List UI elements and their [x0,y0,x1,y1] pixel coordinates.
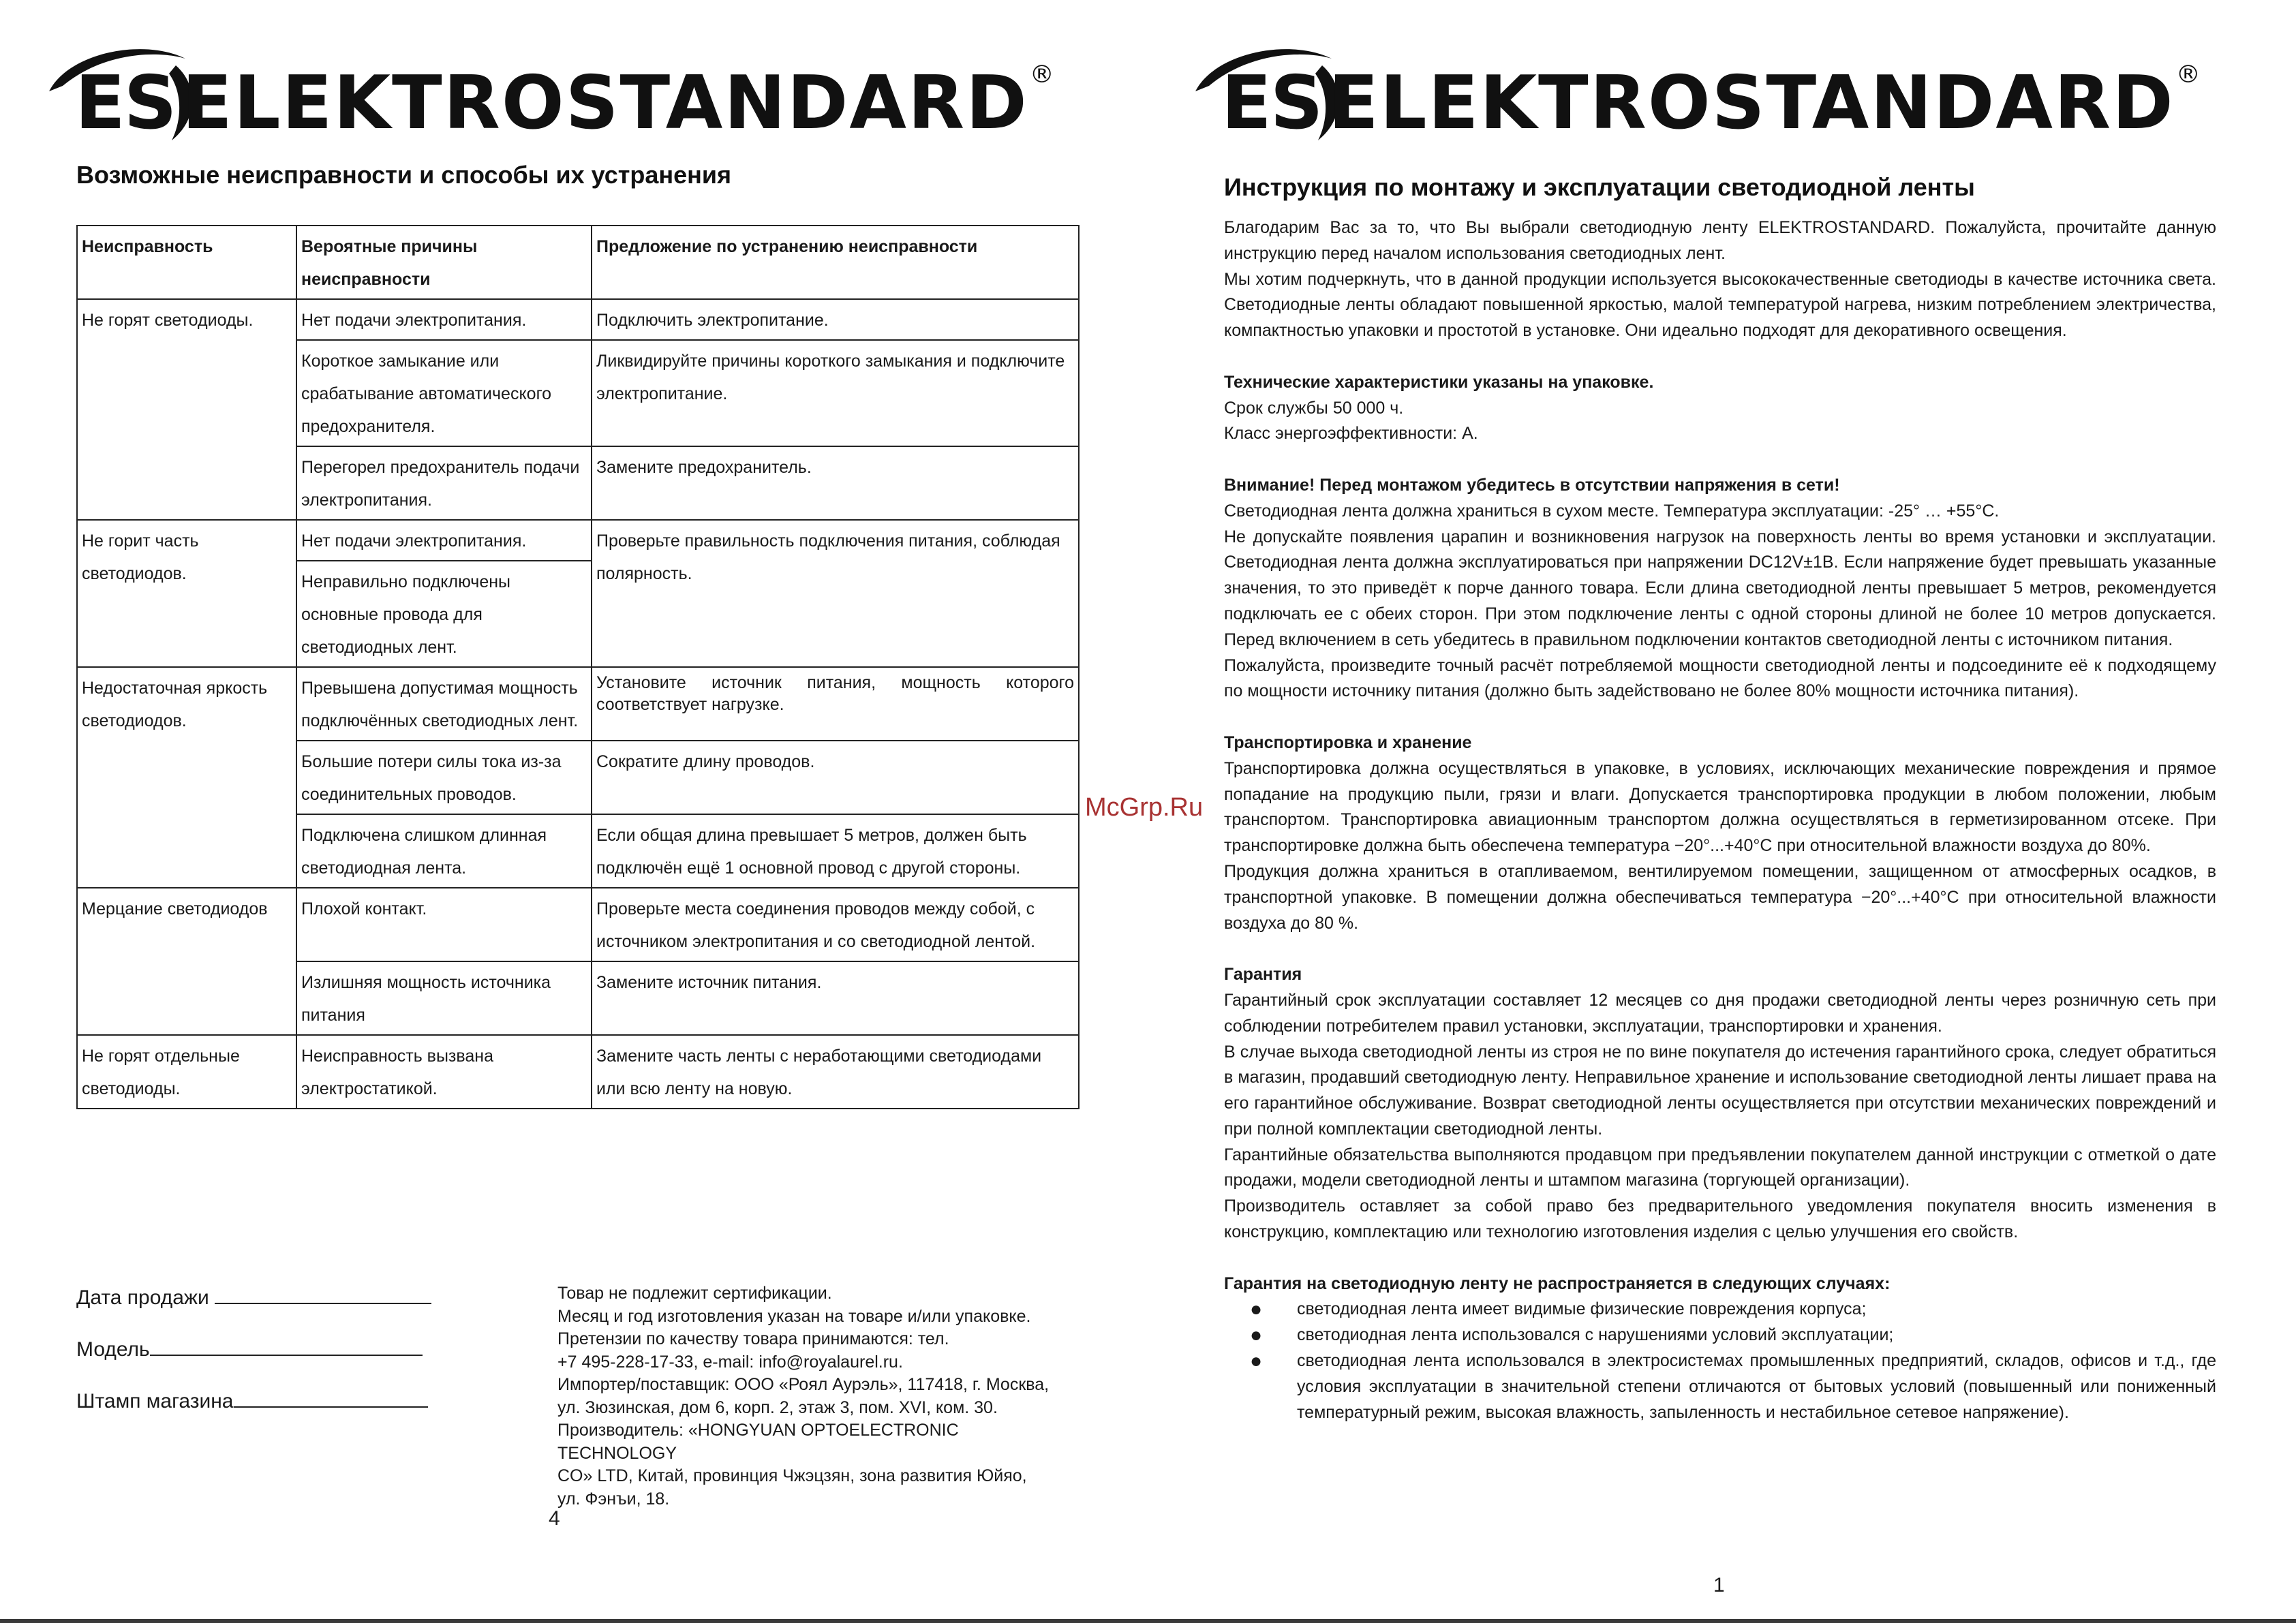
solution-cell: Проверьте места соединения проводов между собой, с источником электропитания и со светодиодной лентой. [592,888,1079,961]
stamp-label: Штамп магазина [76,1390,234,1412]
logo-initials: ES [75,61,176,146]
logo-wordmark: ELEKTROSTANDARD® [1328,61,2202,146]
bullet-icon: ● [1250,1324,1263,1347]
list-item: ● светодиодная лента использовался с нарушениями условий эксплуатации; [1224,1323,2216,1348]
tech-line: Срок службы 50 000 ч. [1224,398,1404,418]
sale-date-blank [215,1282,431,1304]
bullet-icon: ● [1250,1298,1263,1321]
cause-cell: Перегорел предохранитель подачи электропитания. [296,446,592,520]
table-row [77,299,1079,340]
info-line: CO» LTD, Китай, провинция Чжэцзян, зона развития Юйяо, [557,1466,1027,1485]
info-line: Производитель: «HONGYUAN OPTOELECTRONIC TECHNOLOGY [557,1421,959,1463]
info-line: Претензии по качеству товара принимаются: тел. [557,1329,949,1348]
cause-cell: Короткое замыкание или срабатывание автоматического предохранителя. [296,340,592,446]
solution-cell: Замените источник питания. [592,961,1079,1035]
solution-cell: Замените часть ленты с неработающими светодиодами или всю ленту на новую. [592,1035,1079,1109]
cause-cell: Нет подачи электропитания. [296,520,592,561]
exclusions-list [1224,1297,2216,1425]
info-line: ул. Зюзинская, дом 6, корп. 2, этаж 3, пом. XVI, ком. 30. [557,1397,998,1417]
stamp-blank [234,1386,428,1408]
troubleshooting-table [76,225,1080,1109]
solution-cell: Подключить электропитание. [592,299,1079,340]
warning-paragraph: Пожалуйста, произведите точный расчёт потребляемой мощности светодиодной ленты и подсоедините её к подходящему по мощности источнику питания (должно быть задействовано не более 80% мощности источника питания). [1224,655,2216,701]
page-number-left: 4 [549,1507,560,1530]
info-line: Месяц и год изготовления указан на товаре и/или упаковке. [557,1306,1031,1326]
table-row [77,1035,1079,1109]
solution-cell: Ликвидируйте причины короткого замыкания и подключите электропитание. [592,340,1079,446]
cause-cell: Неправильно подключены основные провода для светодиодных лент. [296,561,592,667]
registered-mark: ® [2175,61,2202,89]
solution-cell: Установите источник питания, мощность которого соответствует нагрузке. [592,667,1079,741]
cause-cell: Плохой контакт. [296,888,592,961]
warning-paragraph: Светодиодная лента должна храниться в сухом месте. Температура эксплуатации: -25° … +55°C. [1224,501,2000,521]
fault-cell: Недостаточная яркость светодиодов. [77,667,296,888]
tech-heading: Технические характеристики указаны на упаковке. [1224,372,1654,392]
table-row [77,520,1079,561]
watermark-text: McGrp.Ru [1085,793,1204,822]
header-fault: Неисправность [77,226,296,299]
list-item: ● светодиодная лента имеет видимые физические повреждения корпуса; [1224,1297,2216,1323]
sale-date-field [76,1282,431,1310]
cause-cell: Превышена допустимая мощность подключённых светодиодных лент. [296,667,592,741]
cause-cell: Неисправность вызвана электростатикой. [296,1035,592,1109]
solution-cell: Проверьте правильность подключения питания, соблюдая полярность. [592,520,1079,667]
list-item: ● светодиодная лента использовался в электросистемах промышленных предприятий, складов, офисов и т.д., где условия эксплуатации в значительной степени отличаются от бытовых условий (повышенный или пониженный температурный режим, высокая влажность, запыленность и нестабильное сетевое напряжение). [1250,1350,2216,1422]
header-solution: Предложение по устранению неисправности [592,226,1079,299]
exclusions-heading: Гарантия на светодиодную ленту не распространяется в следующих случаях: [1224,1273,1891,1293]
cause-cell: Излишняя мощность источника питания [296,961,592,1035]
transport-heading: Транспортировка и хранение [1224,732,1472,752]
table-row [77,667,1079,741]
warning-heading: Внимание! Перед монтажом убедитесь в отсутствии напряжения в сети! [1224,475,1840,495]
fault-cell: Не горят отдельные светодиоды. [77,1035,296,1109]
solution-cell: Замените предохранитель. [592,446,1079,520]
cause-cell: Подключена слишком длинная светодиодная лента. [296,814,592,888]
solution-cell: Если общая длина превышает 5 метров, должен быть подключён ещё 1 основной провод с другой стороны. [592,814,1079,888]
table-header-row [77,226,1079,299]
stamp-field [76,1386,428,1413]
table-row [77,888,1079,961]
header-cause: Вероятные причины неисправности [296,226,592,299]
logo-initials: ES [1221,61,1322,146]
cause-cell: Большие потери силы тока из-за соединительных проводов. [296,741,592,814]
right-page [1148,0,2296,1623]
tech-line: Класс энергоэффективности: А. [1224,424,1478,444]
certification-info [557,1282,1075,1511]
logo-wordmark: ELEKTROSTANDARD® [182,61,1056,146]
solution-cell: Сократите длину проводов. [592,741,1079,814]
brand-logo [42,38,1065,154]
model-field [76,1334,423,1361]
info-line: ул. Фэнъи, 18. [557,1489,670,1509]
instruction-body [1224,215,2216,1425]
transport-paragraph: Продукция должна храниться в отапливаемом, вентилируемом помещении, защищенном от атмосферных осадков, в транспортной упаковке. В помещении должна обеспечиваться температура −20°...+40°С при относительной влажности воздуха до 80 %. [1224,861,2216,933]
warranty-paragraph: Производитель оставляет за собой право без предварительного уведомления покупателя вносить изменения в конструкцию, комплектацию или технологию изготовления изделия с целью улучшения его свойств. [1224,1196,2216,1242]
instruction-title: Инструкция по монтажу и эксплуатации светодиодной ленты [1224,173,1975,201]
intro-paragraph: Мы хотим подчеркнуть, что в данной продукции используется высококачественные светодиоды в качестве источника света. Светодиодные ленты обладают повышенной яркостью, малой температурой нагрева, низким потреблением электричества, компактностью упаковки и простотой в установке. Они идеально подходят для декоративного освещения. [1224,269,2216,341]
sale-date-label: Дата продажи [76,1286,209,1309]
cause-cell: Нет подачи электропитания. [296,299,592,340]
warranty-heading: Гарантия [1224,965,1302,985]
warranty-paragraph: Гарантийный срок эксплуатации составляет 12 месяцев со дня продажи светодиодной ленты через розничную сеть при соблюдении потребителем правил установки, эксплуатации, транспортировки и хранения. [1224,990,2216,1036]
warranty-paragraph: В случае выхода светодиодной ленты из строя не по вине покупателя до истечения гарантийного срока, следует обратиться в магазин, продавший светодиодную ленту. Неправильное хранение и использование светодиодной ленты лишает права на его гарантийное обслуживание. Возврат светодиодной ленты осуществляется при отсутствии механических повреждений и при полной комплектации светодиодной ленты. [1224,1042,2216,1139]
warranty-paragraph: Гарантийные обязательства выполняются продавцом при предъявлении покупателем данной инструкции с отметкой о дате продажи, модели светодиодной ленты и штампом магазина (торгующей организации). [1224,1145,2216,1190]
fault-cell: Мерцание светодиодов [77,888,296,1035]
model-blank [150,1334,423,1356]
page-number-right: 1 [1713,1574,1725,1596]
bullet-icon: ● [1250,1350,1263,1373]
bottom-divider [0,1619,2296,1623]
fault-cell: Не горит часть светодиодов. [77,520,296,667]
info-line: Импортер/поставщик: ООО «Роял Аурэль», 117418, г. Москва, [557,1375,1050,1394]
registered-mark: ® [1029,61,1056,89]
warning-paragraph: Не допускайте появления царапин и возникновения нагрузок на поверхность ленты во время установки и эксплуатации. Светодиодная лента должна эксплуатироваться при напряжении DC12V±1В. Если напряжение будет превышать указанные значения, то это приведёт к порче данного товара. Если длина светодиодной ленты превышает 5 метров, рекомендуется подключать ее с обеих сторон. При этом подключение ленты с одной стороны длиной не более 10 метров допускается. Перед включением в сеть убедитесь в правильном подключении контактов светодиодной ленты с источником питания. [1224,527,2216,649]
fault-cell: Не горят светодиоды. [77,299,296,520]
transport-paragraph: Транспортировка должна осуществляться в упаковке, в условиях, исключающих механические повреждения и прямое попадание на продукцию пыли, грязи и влаги. Допускается транспортировка продукции в любом положении, любым транспортом. Транспортировка авиационным транспортом должна осуществляться в герметизированном отсеке. При транспортировке должна быть обеспечена температура −20°...+40°С при относительной влажности воздуха до 80%. [1224,758,2216,856]
troubleshooting-title: Возможные неисправности и способы их устранения [76,161,732,189]
model-label: Модель [76,1338,150,1361]
intro-paragraph: Благодарим Вас за то, что Вы выбрали светодиодную ленту ELEKTROSTANDARD. Пожалуйста, прочитайте данную инструкцию перед началом использования светодиодных лент. [1224,218,2216,263]
info-line: Товар не подлежит сертификации. [557,1284,832,1303]
info-line: +7 495-228-17-33, e-mail: info@royalaurel.ru. [557,1352,903,1372]
brand-logo [1189,38,2211,154]
